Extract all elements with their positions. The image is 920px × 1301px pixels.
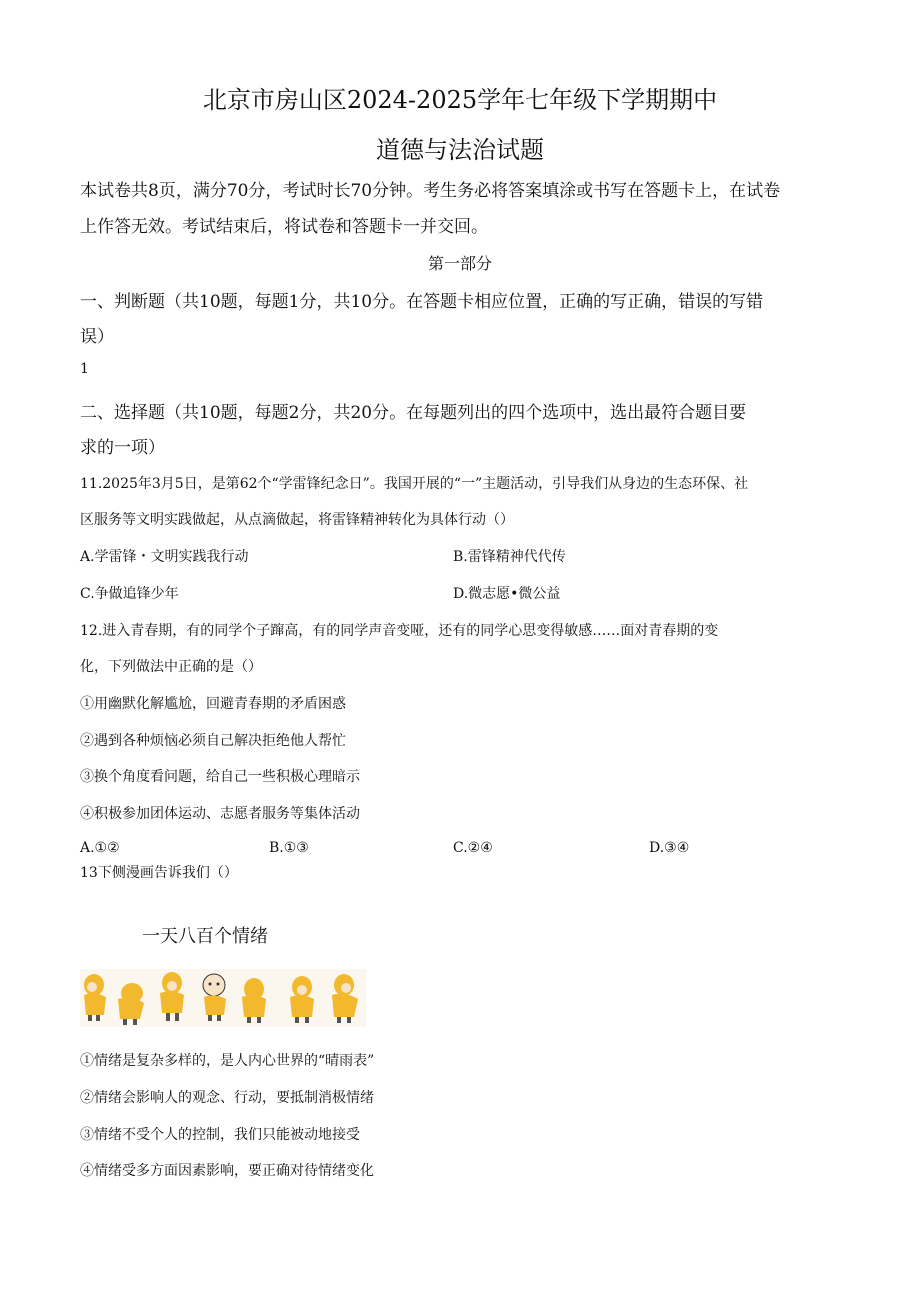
section-one-item: 1 <box>80 361 89 377</box>
question-11-option-a: A.学雷锋・文明实践我行动 <box>80 549 249 565</box>
section-two-heading-cont: 求的一项） <box>80 438 165 458</box>
section-one-heading-cont: 误） <box>80 327 114 347</box>
question-13-statement: ②情绪会影响人的观念、行动，要抵制消极情绪 <box>80 1090 374 1106</box>
intro-line-1: 本试卷共8页，满分70分，考试时长70分钟。考生务必将答案填涂或书写在答题卡上，在试卷 <box>80 181 781 201</box>
question-11-option-c: C.争做追锋少年 <box>80 586 179 602</box>
question-12-option-d: D.③④ <box>649 840 690 856</box>
question-12-option-b: B.①③ <box>269 840 309 856</box>
question-12-option-c: C.②④ <box>453 840 493 856</box>
comic-figure-4 <box>203 974 226 1021</box>
comic-figure-5 <box>242 978 266 1023</box>
question-12-option-a: A.①② <box>80 840 120 856</box>
section-one-heading: 一、判断题（共10题，每题1分，共10分。在答题卡相应位置，正确的写正确，错误的写错 <box>80 292 764 312</box>
question-12-statement: ②遇到各种烦恼必须自己解决拒绝他人帮忙 <box>80 733 346 749</box>
comic-figure-6 <box>290 976 314 1023</box>
section-two-heading: 二、选择题（共10题，每题2分，共20分。在每题列出的四个选项中，选出最符合题目要 <box>80 403 747 423</box>
question-11-stem: 11.2025年3月5日，是第62个“学雷锋纪念日”。我国开展的“一”主题活动，引导我们从身边的生态环保、社 <box>80 476 749 492</box>
exam-title: 北京市房山区2024-2025学年七年级下学期期中 <box>202 86 718 114</box>
question-12-statement: ④积极参加团体运动、志愿者服务等集体活动 <box>80 806 360 822</box>
intro-line-2: 上作答无效。考试结束后，将试卷和答题卡一并交回。 <box>80 217 488 237</box>
question-13-statement: ④情绪受多方面因素影响，要正确对待情绪变化 <box>80 1163 374 1179</box>
question-13-stem: 13下侧漫画告诉我们（） <box>80 865 238 881</box>
question-12-statement: ③换个角度看问题，给自己一些积极心理暗示 <box>80 769 360 785</box>
question-12-statement: ①用幽默化解尴尬，回避青春期的矛盾困惑 <box>80 696 346 712</box>
comic-figure-1 <box>84 974 106 1021</box>
emotion-comic-image <box>80 969 366 1027</box>
question-11-option-b: B.雷锋精神代代传 <box>453 549 566 565</box>
part-one-label: 第一部分 <box>427 254 492 273</box>
question-13-statement: ③情绪不受个人的控制，我们只能被动地接受 <box>80 1127 360 1143</box>
exam-subtitle: 道德与法治试题 <box>376 136 544 164</box>
comic-caption: 一天八百个情绪 <box>142 926 268 947</box>
question-13-statement: ①情绪是复杂多样的，是人内心世界的“晴雨表” <box>80 1053 375 1069</box>
question-12-stem: 12.进入青春期，有的同学个子蹿高，有的同学声音变哑，还有的同学心思变得敏感……面对青春期的变 <box>80 623 719 639</box>
question-11-option-d: D.微志愿•微公益 <box>453 586 561 602</box>
question-12-stem-cont: 化，下列做法中正确的是（） <box>80 659 262 675</box>
question-11-stem-cont: 区服务等文明实践做起，从点滴做起，将雷锋精神转化为具体行动（） <box>80 512 514 528</box>
